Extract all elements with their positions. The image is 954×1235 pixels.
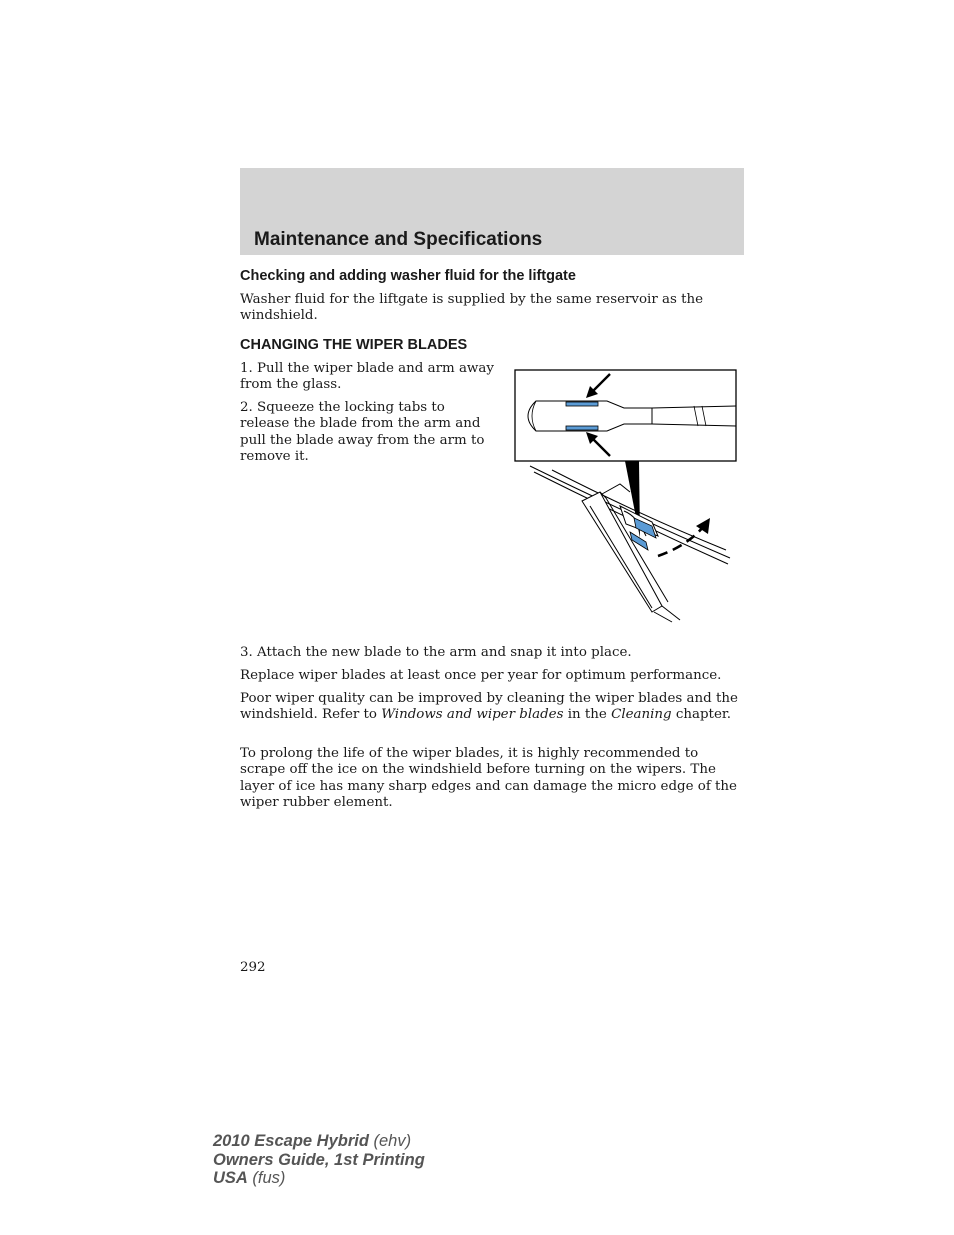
paragraph-washer-fluid: Washer fluid for the liftgate is supplied by the same reservoir as the windshield. [240,292,704,324]
step-2: 2. Squeeze the locking tabs to release the blade from the arm and pull the blade away from the arm to remove it. [240,400,485,464]
release-arrow-icon [658,518,710,556]
step-3: 3. Attach the new blade to the arm and snap it into place. [240,645,632,660]
reference-cleaning: Cleaning [611,707,672,723]
wiper-arm-and-blade [530,466,730,622]
step-1: 1. Pull the wiper blade and arm away from the glass. [240,361,494,393]
paragraph-prolong-life: To prolong the life of the wiper blades, it is highly recommended to scrape off the ice on the windshield before turning on the wipers. The layer of ice has many sharp edges and can damage the micro edge of the wiper rubber element. [240,746,737,810]
reference-windows-wiper-blades: Windows and wiper blades [381,707,564,723]
subheading-washer-fluid: Checking and adding washer fluid for the liftgate [240,268,576,284]
heading-changing-wiper-blades: CHANGING THE WIPER BLADES [240,337,468,353]
locking-tab-top [566,402,598,406]
paragraph-replace-blades: Replace wiper blades at least once per year for optimum performance. [240,668,722,683]
footer-edition-info: 2010 Escape Hybrid (ehv) Owners Guide, 1st Printing USA (fus) [213,1132,425,1187]
detail-inset [515,370,736,461]
section-title: Maintenance and Specifications [254,229,543,250]
section-header-bar [240,168,744,255]
locking-tab-bottom [566,426,598,430]
wiper-blade-illustration [512,366,742,624]
page-number: 292 [240,960,266,975]
paragraph-poor-wiper-quality: Poor wiper quality can be improved by cleaning the wiper blades and the windshield. Refer to Windows and wiper blades in the Cleaning chapter. [240,691,738,723]
